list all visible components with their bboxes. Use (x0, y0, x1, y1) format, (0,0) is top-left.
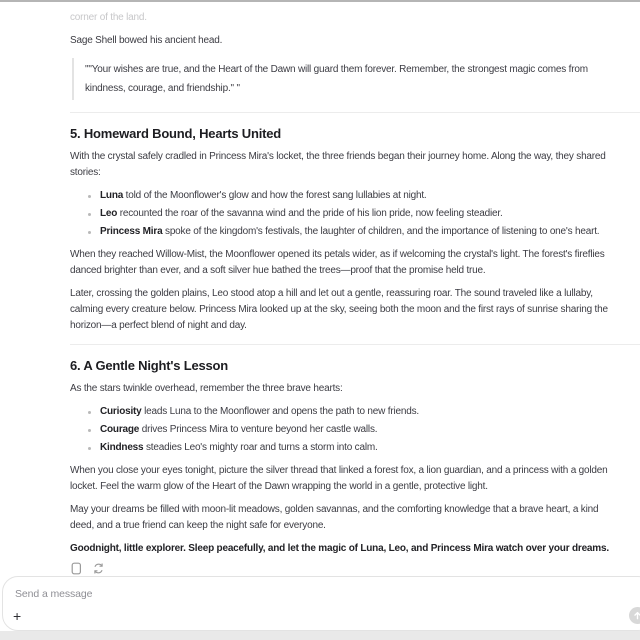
quote-text: ""Your wishes are true, and the Heart of the Dawn will guard them forever. Remember, the strongest magic comes from kindness, courage, and friendship." " (85, 64, 588, 94)
bullet-text: recounted the roar of the savanna wind and the pride of his lion pride, now feeling steadier. (117, 208, 503, 219)
bullet-lead: Princess Mira (100, 226, 163, 237)
list-item (70, 440, 620, 456)
section-divider (70, 112, 640, 113)
message-actions (70, 561, 620, 575)
section-5-intro: With the crystal safely cradled in Princess Mira's locket, the three friends began their journey home. Along the way, they shared stories: (70, 151, 606, 178)
copy-button[interactable] (70, 561, 83, 575)
section-6-bullet-list (70, 404, 620, 456)
paragraph: When they reached Willow-Mist, the Moonflower opened its petals wider, as if welcoming the crystal's light. The forest's fireflies danced brighter than ever, and a soft silver hue bathed the trees—proof that the promise held true. (70, 249, 605, 276)
regenerate-icon (92, 562, 105, 575)
send-button[interactable] (629, 607, 640, 624)
section-5-bullet-list (70, 188, 620, 240)
list-item (70, 404, 620, 420)
bullet-lead: Curiosity (100, 406, 142, 417)
paragraph: When you close your eyes tonight, picture the silver thread that linked a forest fox, a lion guardian, and a princess with a golden locket. Feel the warm glow of the Heart of the Dawn wrapping the world in a gentle, protective light. (70, 465, 608, 492)
list-item (70, 422, 620, 438)
section-6-intro: As the stars twinkle overhead, remember the three brave hearts: (70, 383, 343, 394)
assistant-message (0, 2, 640, 575)
closing-paragraph: Goodnight, little explorer. Sleep peacefully, and let the magic of Luna, Leo, and Princess Mira watch over your dreams. (70, 543, 609, 554)
attach-button[interactable]: + (13, 608, 22, 624)
list-item (70, 224, 620, 240)
composer (2, 576, 640, 631)
bullet-text: leads Luna to the Moonflower and opens the path to new friends. (141, 406, 419, 417)
section-6-heading: 6. A Gentle Night's Lesson (70, 358, 229, 373)
list-item (70, 188, 620, 204)
bullet-text: spoke of the kingdom's festivals, the laughter of children, and the importance of listening to one's heart. (162, 226, 600, 237)
paragraph: Later, crossing the golden plains, Leo stood atop a hill and let out a gentle, reassuring roar. The sound traveled like a lullaby, calming every creature below. Princess Mira looked up at the sky, seeing both the moon and the first rays of sunrise sharing the horizon—a perfect blend of night and day. (70, 288, 608, 331)
bullet-lead: Leo (100, 208, 118, 219)
copy-icon (71, 562, 82, 575)
page-bottom-strip (0, 631, 640, 640)
bullet-text: told of the Moonflower's glow and how the forest sang lullabies at night. (123, 190, 427, 201)
scrolled-out-text: corner of the land. (70, 12, 147, 23)
section-divider (70, 344, 640, 345)
arrow-up-icon (633, 611, 640, 620)
list-item (70, 206, 620, 222)
regenerate-button[interactable] (92, 561, 105, 575)
bullet-text: drives Princess Mira to venture beyond her castle walls. (139, 424, 378, 435)
paragraph: May your dreams be filled with moon-lit meadows, golden savannas, and the comforting knowledge that a brave heart, a kind deed, and a true friend can keep the night safe for everyone. (70, 504, 599, 531)
quote-block (72, 58, 620, 100)
section-5-heading: 5. Homeward Bound, Hearts United (70, 126, 282, 141)
message-input[interactable] (15, 585, 575, 603)
bullet-lead: Kindness (100, 442, 144, 453)
bullet-text: steadies Leo's mighty roar and turns a storm into calm. (143, 442, 378, 453)
bullet-lead: Luna (100, 190, 124, 201)
lead-paragraph: Sage Shell bowed his ancient head. (70, 35, 223, 46)
bullet-lead: Courage (100, 424, 140, 435)
